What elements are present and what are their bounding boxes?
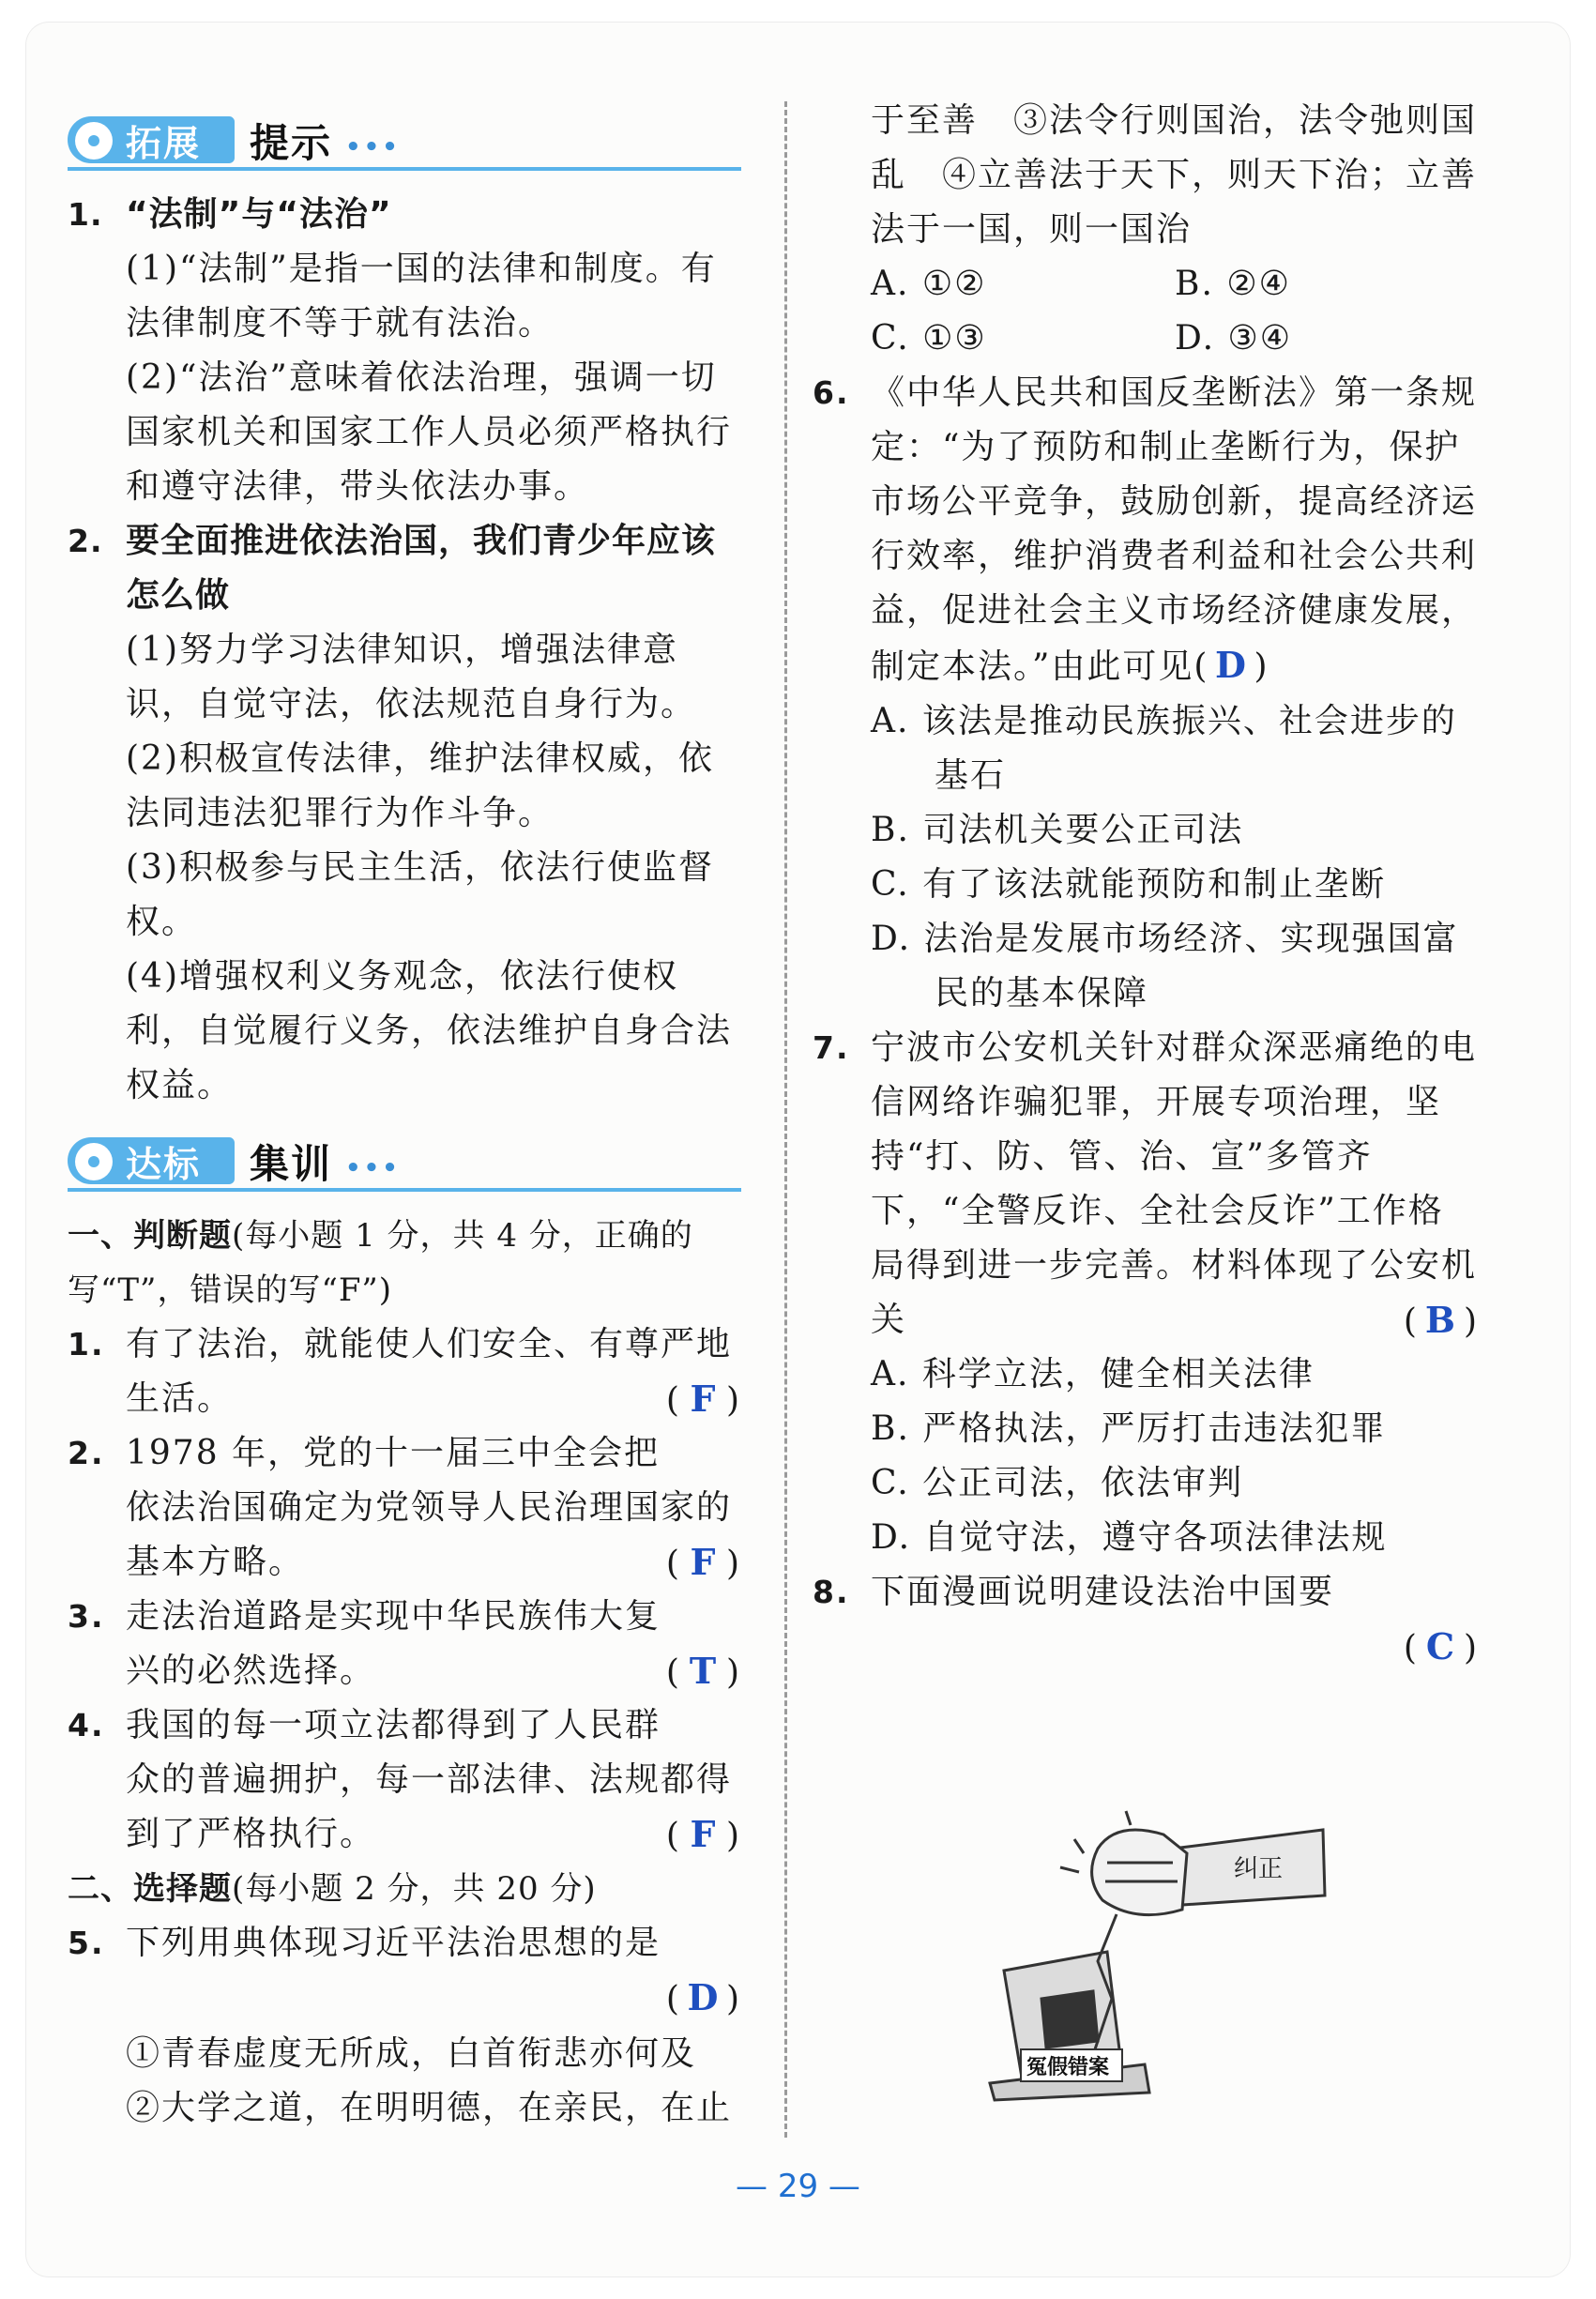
fist-label: 纠正 [1234,1855,1284,1883]
ext-paragraph: (2)积极宣传法律，维护法律权威，依法同违法犯罪行为作斗争。 [126,739,714,832]
choice-question: 7. 宁波市公安机关针对群众深恶痛绝的电信网络诈骗犯罪，开展专项治理，坚持“打、防、管、治、宣”多管齐下，“全警反诈、全社会反诈”工作格局得到进一步完善。材料体现了公安机关 ( B ) [813,1021,1479,1347]
choice-items-continued: 于至善 ③法令行则国治，法令弛则国乱 ④立善法于天下，则天下治；立善法于一国，则一国治 [871,101,1478,249]
header-dots: ••• [345,1154,401,1182]
option: A. 科学立法，健全相关法律 [871,1355,1315,1393]
header-tab-label: 达标 [126,1144,202,1185]
base-label: 冤假错案 [1026,2056,1110,2079]
answer: F [690,1378,718,1420]
header-title: 集训 [250,1141,333,1187]
section-header-practice [68,1130,741,1195]
answer-line: ( D ) [68,1971,741,2027]
page-number: — 29 — [736,2168,860,2205]
answer: B [1424,1299,1458,1341]
option: D. 法治是发展市场经济、实现强国富民的基本保障 [871,920,1459,1012]
option-row [813,312,1479,366]
right-column [813,94,1479,1676]
ext-paragraph: (1)“法制”是指一国的法律和制度。有法律制度不等于就有法治。 [126,250,717,343]
section-judgement: 一、判断题(每小题 1 分，共 4 分，正确的写“T”，错误的写“F”) [68,1217,693,1309]
judge-question: 2. 1978 年，党的十一届三中全会把依法治国确定为党领导人民治理国家的基本方略。 ( F ) [68,1426,741,1590]
cage-icon [1041,1991,1098,2048]
ext-item-title: 2. 要全面推进依法治国，我们青少年应该怎么做 [68,522,717,615]
option: B. 严格执法，严厉打击违法犯罪 [871,1409,1387,1448]
section-header-extension [68,109,741,175]
judge-question: 3. 走法治道路是实现中华民族伟大复兴的必然选择。 ( T ) [68,1590,741,1698]
option: B. 司法机关要公正司法 [871,811,1244,849]
option: A. ①② [871,265,987,303]
answer-line: ( C ) [813,1620,1479,1676]
answer: F [690,1541,718,1583]
answer: D [687,1976,721,2018]
header-dots: ••• [345,133,401,161]
option: D. ③④ [1175,319,1293,358]
option: A. 该法是推动民族振兴、社会进步的基石 [871,702,1457,795]
cartoon-illustration [985,1783,1332,2102]
left-column [68,103,741,2136]
header-title: 提示 [250,120,333,166]
answer: T [689,1650,719,1692]
answer: D [1214,644,1248,686]
option: D. 自觉守法，遵守各项法律法规 [871,1518,1388,1557]
choice-question: 5. 下列用典体现习近平法治思想的是 [68,1924,661,1962]
option: C. 有了该法就能预防和制止垄断 [871,865,1387,904]
judge-question: 1. 有了法治，就能使人们安全、有尊严地生活。 ( F ) [68,1317,741,1426]
column-divider [784,101,787,2138]
header-circle-icon [75,1143,113,1180]
ext-paragraph: (1)努力学习法律知识，增强法律意识，自觉守法，依法规范自身行为。 [126,631,697,723]
judge-question: 4. 我国的每一项立法都得到了人民群众的普遍拥护，每一部法律、法规都得到了严格执行。 ( F ) [68,1698,741,1862]
header-underline [68,167,741,171]
ext-paragraph: (3)积极参与民主生活，依法行使监督权。 [126,848,714,941]
option: B. ②④ [1175,265,1291,303]
ext-item-title: 1. “法制”与“法治” [68,195,392,234]
header-underline [68,1188,741,1192]
answer: F [690,1813,718,1855]
choice-question: 6. 《中华人民共和国反垄断法》第一条规定：“为了预防和制止垄断行为，保护市场公平竞争，鼓励创新，提高经济运行效率，维护消费者利益和社会公共利益，促进社会主义市场经济健康发展，制定本法。”由此可见( D ) [813,366,1479,694]
choice-items: ①青春虚度无所成，白首衔悲亦何及 ②大学之道，在明明德，在亲民，在止 [126,2034,733,2127]
ext-paragraph: (2)“法治”意味着依法治理，强调一切国家机关和国家工作人员必须严格执行和遵守法律，带头依法办事。 [126,358,733,506]
answer: C [1425,1625,1457,1667]
option-row [813,257,1479,312]
fist-icon [1092,1830,1187,1915]
header-tab-label: 拓展 [126,123,202,164]
header-circle-icon [75,122,113,160]
choice-question: 8. 下面漫画说明建设法治中国要 [813,1573,1335,1611]
option: C. 公正司法，依法审判 [871,1464,1244,1502]
ext-paragraph: (4)增强权利义务观念，依法行使权利，自觉履行义务，依法维护自身合法权益。 [126,957,733,1104]
section-choice: 二、选择题(每小题 2 分，共 20 分) [68,1870,597,1908]
option: C. ①③ [871,319,987,358]
